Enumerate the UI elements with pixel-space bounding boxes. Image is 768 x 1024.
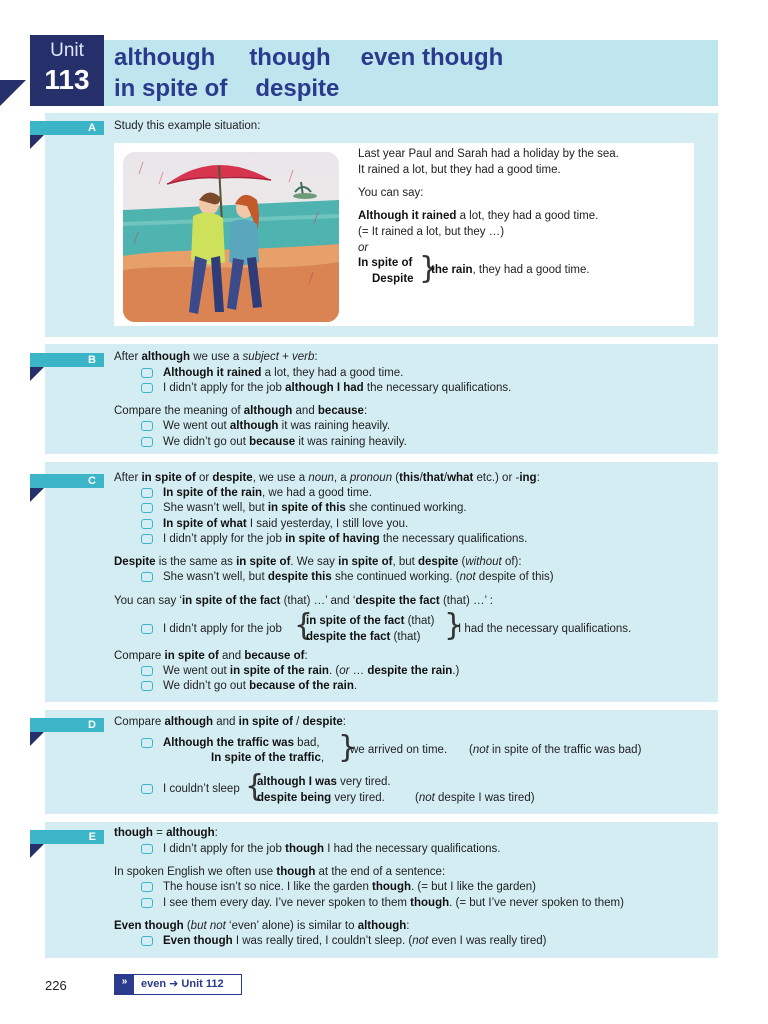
although-meaning: (= It rained a lot, but they …) bbox=[358, 226, 505, 238]
example-d1-line-2: In spite of the traffic, bbox=[211, 752, 325, 764]
example-c6: I didn’t apply for the job bbox=[163, 622, 282, 638]
page-number: 226 bbox=[45, 978, 67, 993]
crossref-label: even ➜ Unit 112 bbox=[141, 978, 224, 990]
section-tab-a-corner bbox=[30, 135, 44, 149]
example-e1: I didn’t apply for the job though I had the necessary qualifications. bbox=[163, 842, 501, 858]
example-b1: Although it rained a lot, they had a good time. bbox=[163, 366, 403, 382]
section-b-line-2: Compare the meaning of although and because: bbox=[114, 405, 368, 417]
example-e4: Even though I was really tired, I couldn’t sleep. (not even I was really tired) bbox=[163, 934, 547, 950]
bullet-icon bbox=[141, 784, 153, 794]
bullet-icon bbox=[141, 898, 153, 908]
bullet-icon bbox=[141, 368, 153, 378]
although-example: Although it rained a lot, they had a good time. bbox=[358, 210, 599, 222]
bullet-icon bbox=[141, 488, 153, 498]
despite-option: Despite bbox=[372, 273, 414, 285]
bullet-icon bbox=[141, 383, 153, 393]
bullet-icon bbox=[141, 844, 153, 854]
example-e2: The house isn’t so nice. I like the garden though. (= but I like the garden) bbox=[163, 880, 536, 896]
section-tab-d-corner bbox=[30, 732, 44, 746]
although-i-was-option: although I was very tired. bbox=[257, 776, 391, 788]
example-d1: Although the traffic was bad, bbox=[163, 736, 320, 752]
example-b2: I didn’t apply for the job although I had the necessary qualifications. bbox=[163, 381, 511, 397]
bullet-icon bbox=[141, 534, 153, 544]
example-d2-note: (not despite I was tired) bbox=[415, 792, 535, 804]
example-c4: I didn’t apply for the job in spite of having the necessary qualifications. bbox=[163, 532, 527, 548]
the-rain-example: the rain, they had a good time. bbox=[431, 264, 590, 276]
bullet-icon bbox=[141, 519, 153, 529]
bullet-icon bbox=[141, 421, 153, 431]
section-tab-d: D bbox=[30, 718, 104, 732]
section-a-intro: Study this example situation: bbox=[114, 120, 261, 132]
example-c3: In spite of what I said yesterday, I still love you. bbox=[163, 517, 408, 533]
in-spite-of-option: In spite of bbox=[358, 257, 413, 269]
bullet-icon bbox=[141, 624, 153, 634]
section-c-line-2: Despite is the same as in spite of. We say in spite of, but despite (without of): bbox=[114, 556, 522, 568]
section-c-line-4: Compare in spite of and because of: bbox=[114, 650, 308, 662]
section-tab-a: A bbox=[30, 121, 104, 135]
despite-the-fact-option: despite the fact (that) bbox=[306, 631, 421, 643]
example-d1-result: we arrived on time. bbox=[350, 744, 448, 756]
situation-line-2: It rained a lot, but they had a good time. bbox=[358, 164, 561, 176]
example-c5: She wasn’t well, but despite this she continued working. (not despite of this) bbox=[163, 570, 554, 586]
bullet-icon bbox=[141, 572, 153, 582]
section-tab-b-corner bbox=[30, 367, 44, 381]
section-c-line-1: After in spite of or despite, we use a noun, a pronoun (this/that/what etc.) or -ing: bbox=[114, 472, 540, 484]
section-tab-e-corner bbox=[30, 844, 44, 858]
bullet-icon bbox=[141, 666, 153, 676]
section-d-line-1: Compare although and in spite of / despite: bbox=[114, 716, 346, 728]
unit-label: Unit bbox=[50, 40, 84, 61]
you-can-say: You can say: bbox=[358, 187, 424, 199]
brace-d2: { bbox=[245, 769, 265, 804]
example-c8: We didn’t go out because of the rain. bbox=[163, 679, 357, 695]
bullet-icon bbox=[141, 738, 153, 748]
bullet-icon bbox=[141, 882, 153, 892]
section-e-line-2: In spoken English we often use though at the end of a sentence: bbox=[114, 866, 446, 878]
c6-continuation: I had the necessary qualifications. bbox=[458, 623, 632, 635]
bullet-icon bbox=[141, 437, 153, 447]
example-e3: I see them every day. I’ve never spoken to them though. (= but I’ve never spoken to them) bbox=[163, 896, 624, 912]
section-tab-c-corner bbox=[30, 488, 44, 502]
example-b4: We didn’t go out because it was raining heavily. bbox=[163, 435, 407, 451]
unit-title-line-1: although though even though bbox=[114, 44, 504, 71]
in-spite-of-the-fact-option: in spite of the fact (that) bbox=[306, 615, 435, 627]
unit-corner-decoration bbox=[0, 80, 26, 106]
brace-d1: } bbox=[338, 730, 358, 765]
section-tab-c: C bbox=[30, 474, 104, 488]
example-b3: We went out although it was raining heavily. bbox=[163, 419, 390, 435]
situation-line-1: Last year Paul and Sarah had a holiday by the sea. bbox=[358, 148, 619, 160]
bullet-icon bbox=[141, 503, 153, 513]
section-tab-b: B bbox=[30, 353, 104, 367]
bullet-icon bbox=[141, 681, 153, 691]
bullet-icon bbox=[141, 936, 153, 946]
section-tab-e: E bbox=[30, 830, 104, 844]
double-chevron-icon: » bbox=[115, 975, 134, 994]
section-e-line-3: Even though (but not ‘even’ alone) is similar to although: bbox=[114, 920, 410, 932]
brace-c-right: } bbox=[444, 608, 464, 643]
example-c7: We went out in spite of the rain. (or … despite the rain.) bbox=[163, 664, 459, 680]
unit-badge bbox=[30, 35, 104, 106]
brace-c-left: { bbox=[294, 608, 314, 643]
despite-being-option: despite being very tired. bbox=[257, 792, 385, 804]
unit-title-line-2: in spite of despite bbox=[114, 75, 340, 102]
brace-a: } bbox=[419, 251, 439, 286]
example-c1: In spite of the rain, we had a good time. bbox=[163, 486, 372, 502]
couple-umbrella-illustration bbox=[123, 152, 339, 322]
example-d1-note: (not in spite of the traffic was bad) bbox=[469, 744, 642, 756]
unit-number: 113 bbox=[44, 64, 90, 95]
or-label: or bbox=[358, 242, 369, 254]
section-e-line-1: though = although: bbox=[114, 827, 218, 839]
section-b-line-1: After although we use a subject + verb: bbox=[114, 351, 318, 363]
example-c2: She wasn’t well, but in spite of this she continued working. bbox=[163, 501, 467, 517]
section-c-line-3: You can say ‘in spite of the fact (that) …’ and ‘despite the fact (that) …’ : bbox=[114, 595, 493, 607]
example-d2: I couldn’t sleep bbox=[163, 782, 240, 798]
crossref-link[interactable] bbox=[114, 974, 242, 995]
